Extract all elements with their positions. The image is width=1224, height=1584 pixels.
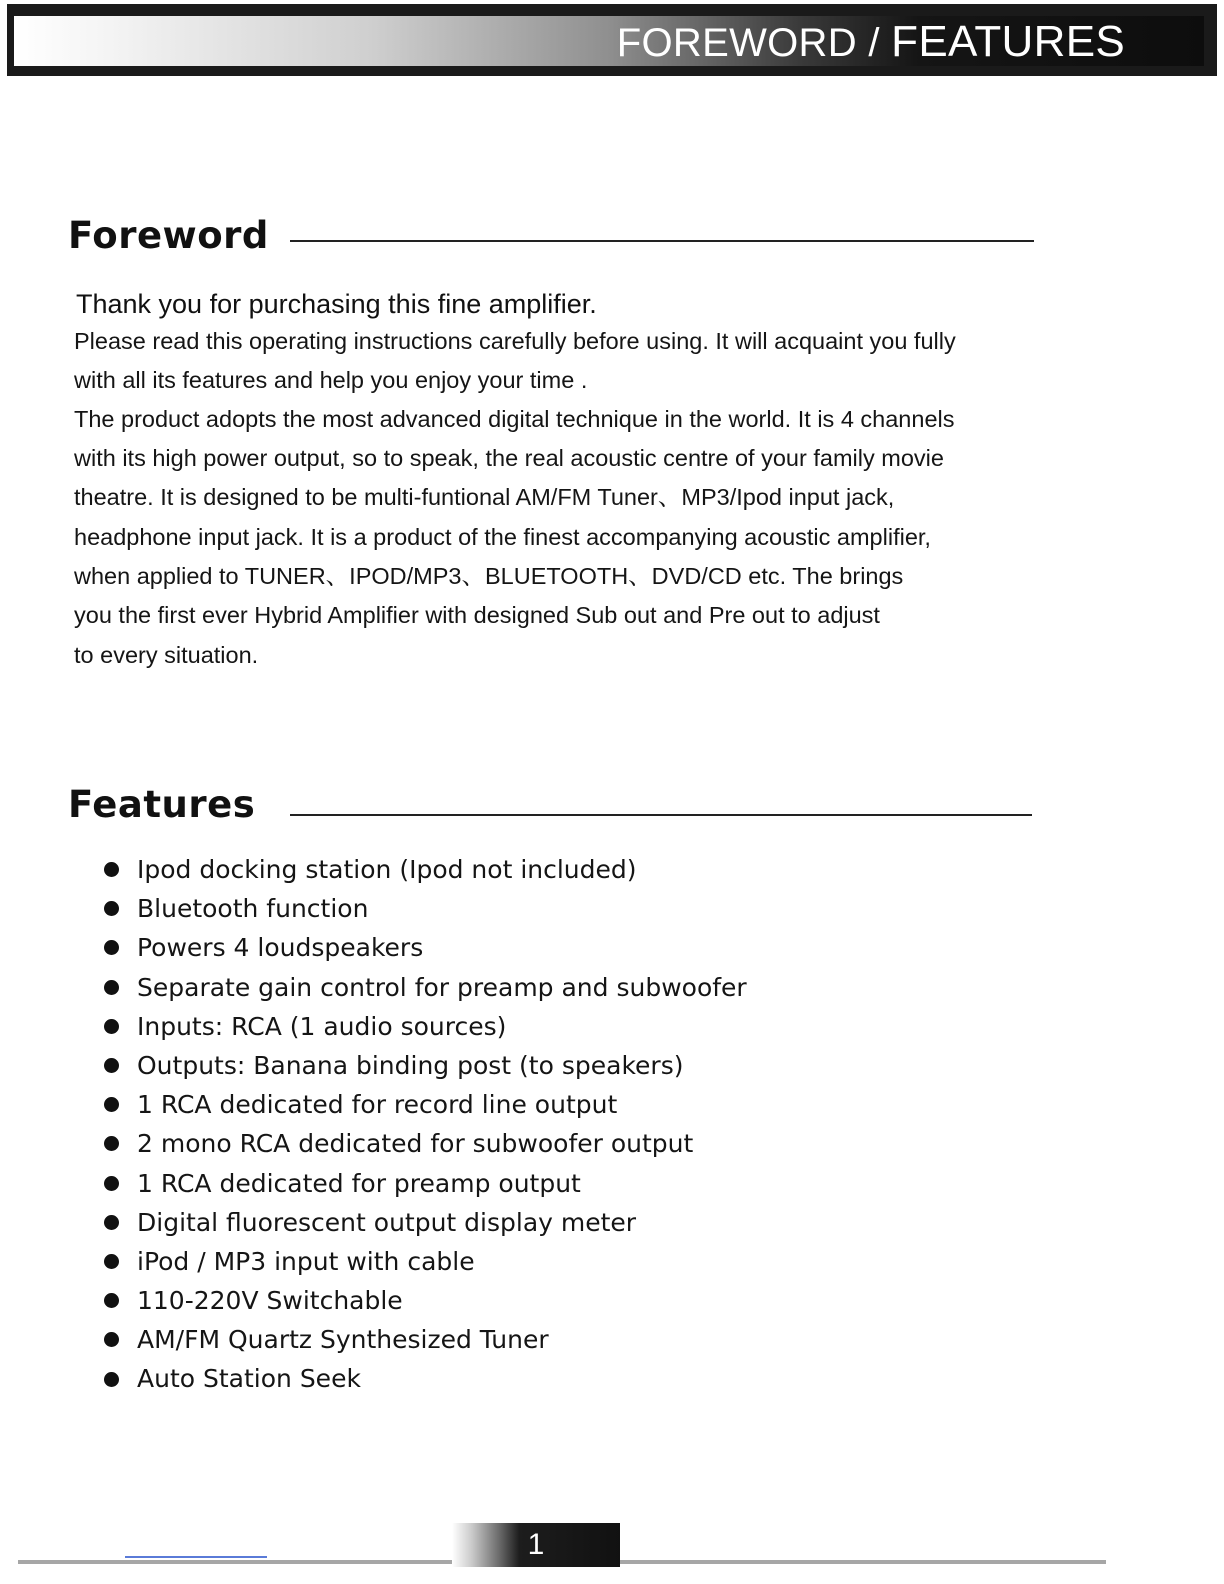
list-item bbox=[104, 1242, 747, 1281]
bullet-icon bbox=[104, 1176, 119, 1191]
bullet-icon bbox=[104, 1058, 119, 1073]
bullet-icon bbox=[104, 1372, 119, 1387]
feature-text: 1 RCA dedicated for record line output bbox=[137, 1090, 618, 1120]
bullet-icon bbox=[104, 1019, 119, 1034]
foreword-line: with its high power output, so to speak, the real acoustic centre of your family movie bbox=[74, 445, 944, 471]
feature-text: Inputs: RCA (1 audio sources) bbox=[137, 1011, 507, 1041]
feature-text: Powers 4 loudspeakers bbox=[137, 933, 424, 963]
list-item bbox=[104, 1124, 747, 1163]
bullet-icon bbox=[104, 1254, 119, 1269]
list-item bbox=[104, 968, 747, 1007]
foreword-line: you the first ever Hybrid Amplifier with designed Sub out and Pre out to adjust bbox=[74, 602, 880, 628]
feature-text: Digital fluorescent output display meter bbox=[137, 1207, 637, 1237]
bullet-icon bbox=[104, 980, 119, 995]
feature-text: Outputs: Banana binding post (to speakers) bbox=[137, 1050, 684, 1080]
foreword-line: to every situation. bbox=[74, 642, 259, 668]
list-item bbox=[104, 1085, 747, 1124]
feature-text: 1 RCA dedicated for preamp output bbox=[137, 1168, 581, 1198]
foreword-intro: Thank you for purchasing this fine amplifier. bbox=[76, 289, 597, 319]
list-item bbox=[104, 928, 747, 967]
feature-text: AM/FM Quartz Synthesized Tuner bbox=[137, 1325, 549, 1355]
feature-text: 2 mono RCA dedicated for subwoofer output bbox=[137, 1129, 694, 1159]
foreword-line: with all its features and help you enjoy your time . bbox=[74, 367, 588, 393]
page-number: 1 bbox=[527, 1528, 545, 1561]
list-item bbox=[104, 889, 747, 928]
footer-accent-line bbox=[125, 1556, 267, 1558]
feature-text: iPod / MP3 input with cable bbox=[137, 1246, 475, 1276]
title-features: FEATURES bbox=[891, 17, 1125, 66]
features-rule bbox=[290, 814, 1032, 816]
feature-text: Separate gain control for preamp and subwoofer bbox=[137, 972, 747, 1002]
title-foreword: FOREWORD / bbox=[616, 21, 892, 65]
bullet-icon bbox=[104, 1293, 119, 1308]
list-item bbox=[104, 850, 747, 889]
list-item bbox=[104, 1203, 747, 1242]
features-heading: Features bbox=[68, 783, 256, 826]
list-item bbox=[104, 1007, 747, 1046]
bullet-icon bbox=[104, 1097, 119, 1112]
header-bar bbox=[7, 4, 1217, 76]
foreword-rule bbox=[290, 240, 1034, 242]
bullet-icon bbox=[104, 940, 119, 955]
foreword-line: headphone input jack. It is a product of the finest accompanying acoustic amplifier, bbox=[74, 524, 931, 550]
page-title bbox=[617, 19, 1125, 65]
list-item bbox=[104, 1164, 747, 1203]
list-item bbox=[104, 1281, 747, 1320]
features-list bbox=[104, 850, 747, 1399]
bullet-icon bbox=[104, 901, 119, 916]
feature-text: Auto Station Seek bbox=[137, 1364, 361, 1394]
bullet-icon bbox=[104, 1136, 119, 1151]
list-item bbox=[104, 1359, 747, 1398]
foreword-line: when applied to TUNER、IPOD/MP3、BLUETOOTH、DVD/CD etc. The brings bbox=[74, 563, 904, 589]
list-item bbox=[104, 1046, 747, 1085]
list-item bbox=[104, 1320, 747, 1359]
feature-text: Ipod docking station (Ipod not included) bbox=[137, 855, 637, 884]
feature-text: 110-220V Switchable bbox=[137, 1286, 403, 1316]
bullet-icon bbox=[104, 1215, 119, 1230]
foreword-line: theatre. It is designed to be multi-funtional AM/FM Tuner、MP3/Ipod input jack, bbox=[74, 484, 895, 510]
foreword-line: Please read this operating instructions carefully before using. It will acquaint you fully bbox=[74, 328, 956, 354]
foreword-heading: Foreword bbox=[68, 214, 269, 257]
feature-text: Bluetooth function bbox=[137, 894, 369, 924]
foreword-line: The product adopts the most advanced digital technique in the world. It is 4 channels bbox=[74, 406, 955, 432]
bullet-icon bbox=[104, 862, 119, 877]
bullet-icon bbox=[104, 1332, 119, 1347]
